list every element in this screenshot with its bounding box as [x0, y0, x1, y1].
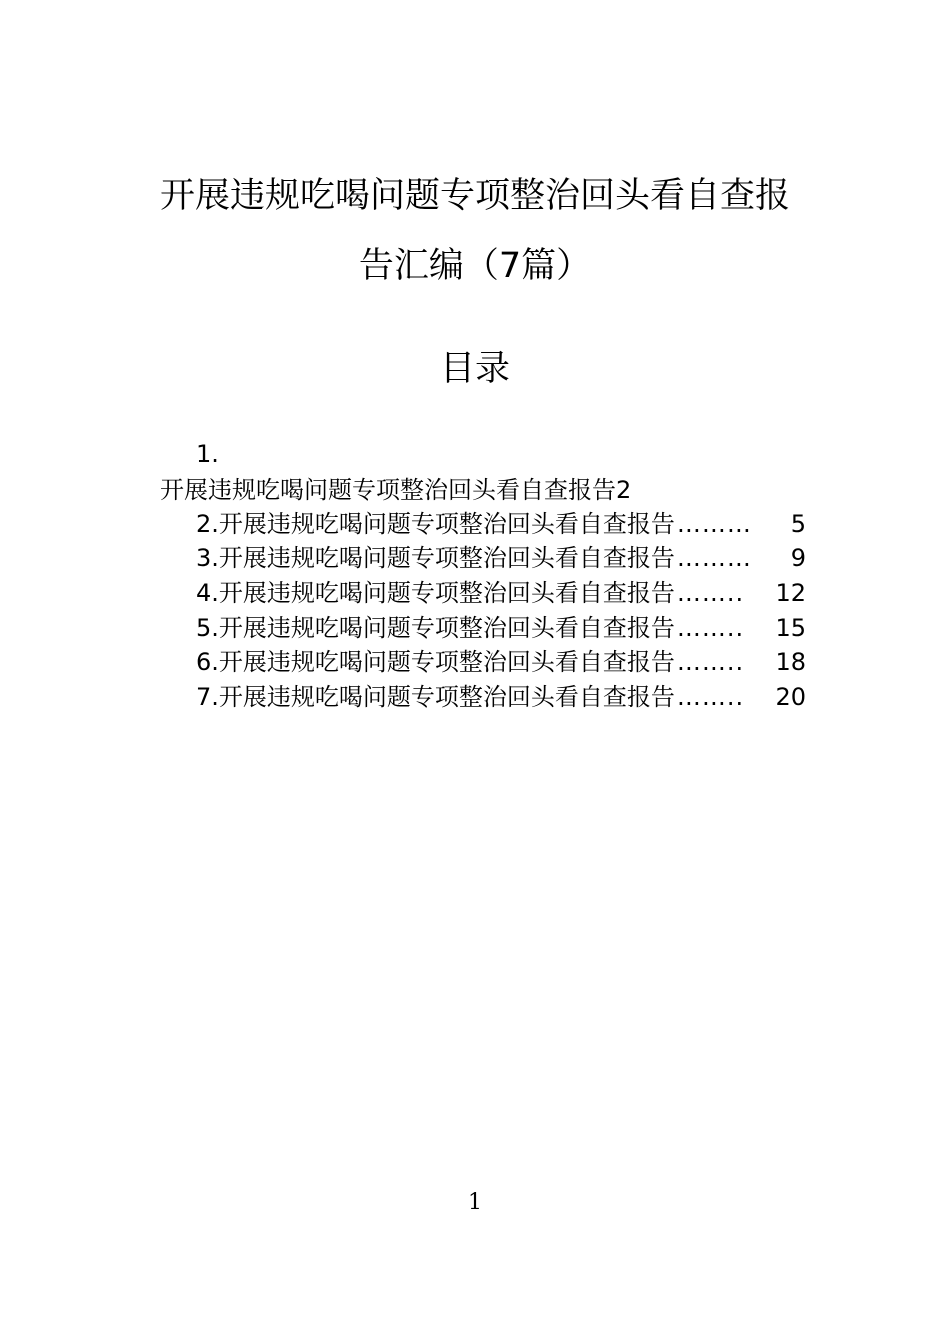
toc-entry-title: 开展违规吃喝问题专项整治回头看自查报告: [218, 510, 675, 538]
toc-entry-5[interactable]: [196, 612, 806, 644]
toc-entry-1-page: 2: [616, 476, 632, 504]
toc-entry-number: 6.: [196, 648, 219, 676]
toc-entry-page: 20: [775, 683, 806, 711]
toc-leader: ……..: [676, 648, 745, 676]
toc-entry-number: 3.: [196, 544, 219, 572]
toc-entry-number: 5.: [196, 614, 219, 642]
toc-entry-4[interactable]: [196, 577, 806, 609]
toc-leader: ……..: [676, 614, 745, 642]
toc-entry-title: 开展违规吃喝问题专项整治回头看自查报告: [218, 614, 675, 642]
document-title-line-2: 告汇编（7篇）: [358, 246, 592, 286]
toc-entry-title: 开展违规吃喝问题专项整治回头看自查报告: [218, 544, 675, 572]
toc-entry-page: 5: [790, 510, 806, 538]
toc-leader: ………: [676, 510, 752, 538]
toc-entry-number: 4.: [196, 579, 219, 607]
toc-entry-7[interactable]: [196, 681, 806, 713]
document-title-line-1: 开展违规吃喝问题专项整治回头看自查报: [159, 176, 790, 216]
toc-entry-1-title: 开展违规吃喝问题专项整治回头看自查报告: [160, 476, 616, 504]
toc-entry-number: 7.: [196, 683, 219, 711]
toc-entry-6[interactable]: [196, 646, 806, 678]
toc-entry-3[interactable]: [196, 542, 806, 574]
toc-entry-title: 开展违规吃喝问题专项整治回头看自查报告: [218, 579, 675, 607]
toc-entry-title: 开展违规吃喝问题专项整治回头看自查报告: [218, 648, 675, 676]
toc-entry-page: 15: [775, 614, 806, 642]
toc-entry-1[interactable]: [160, 474, 631, 506]
toc-entry-number: 2.: [196, 510, 219, 538]
page-number: 1: [468, 1190, 482, 1215]
toc-entry-page: 9: [790, 544, 806, 572]
toc-heading: 目录: [439, 349, 510, 389]
toc-entry-title: 开展违规吃喝问题专项整治回头看自查报告: [218, 683, 675, 711]
toc-leader: ……..: [676, 683, 745, 711]
toc-leader: ………: [676, 544, 752, 572]
toc-entry-1-number[interactable]: 1.: [196, 440, 219, 468]
toc-entry-2[interactable]: [196, 508, 806, 540]
toc-leader: ……..: [676, 579, 745, 607]
toc-entry-page: 18: [775, 648, 806, 676]
toc-entry-page: 12: [775, 579, 806, 607]
